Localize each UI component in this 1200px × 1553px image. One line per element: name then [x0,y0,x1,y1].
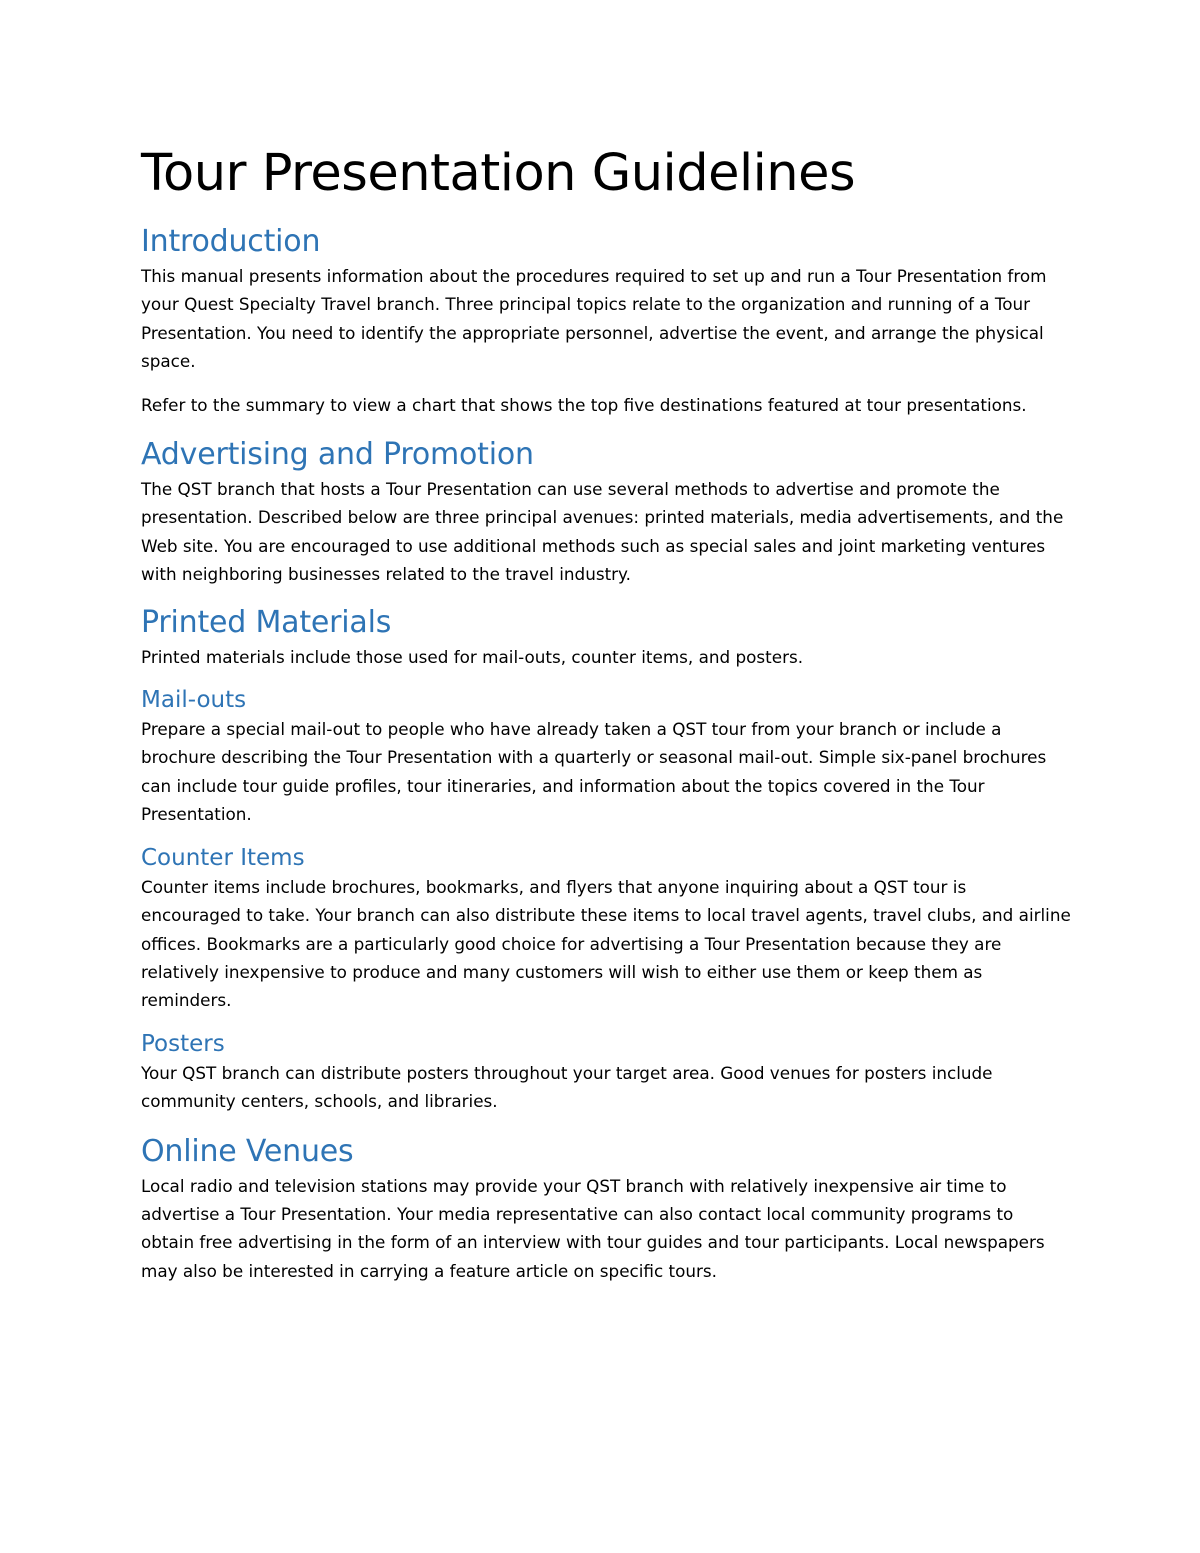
introduction-paragraph-1: This manual presents information about the procedures required to set up and run a Tour Presentation from your Quest Specialty Travel branch. Three principal topics relate to the organization and running of a Tour Presentation. You need to identify the appropriate personnel, advertise the event, and arrange the physical space. [141,266,1047,372]
mail-outs-paragraph: Prepare a special mail-out to people who have already taken a QST tour from your branch or include a brochure describing the Tour Presentation with a quarterly or seasonal mail-out. Simple six-panel brochures can include tour guide profiles, tour itineraries, and information about the topics covered in the Tour Presentation. [141,719,1047,825]
heading-introduction: Introduction [141,224,321,259]
heading-advertising-and-promotion: Advertising and Promotion [141,437,534,473]
posters-paragraph: Your QST branch can distribute posters throughout your target area. Good venues for posters include community centers, schools, and libraries. [141,1062,993,1112]
advertising-paragraph: The QST branch that hosts a Tour Presentation can use several methods to advertise and promote the presentation. Described below are three principal avenues: printed materials, media advertisements, and the Web site. You are encouraged to use additional methods such as special sales and joint marketing ventures with neighboring businesses related to the travel industry. [141,479,1064,585]
printed-materials-paragraph: Printed materials include those used for mail-outs, counter items, and posters. [141,646,804,667]
heading-counter-items: Counter Items [141,844,305,871]
heading-posters: Posters [141,1030,225,1057]
document-body [141,140,1071,1285]
heading-printed-materials: Printed Materials [141,604,392,640]
document-title: Tour Presentation Guidelines [141,144,856,203]
heading-online-venues: Online Venues [141,1133,354,1169]
online-venues-paragraph: Local radio and television stations may provide your QST branch with relatively inexpensive air time to advertise a Tour Presentation. Your media representative can also contact local community programs to obtain free advertising in the form of an interview with tour guides and tour participants. Local newspapers may also be interested in carrying a feature article on specific tours. [141,1175,1045,1281]
introduction-paragraph-2: Refer to the summary to view a chart that shows the top five destinations featured at tour presentations. [141,394,1027,415]
counter-items-paragraph: Counter items include brochures, bookmarks, and flyers that anyone inquiring about a QST tour is encouraged to take. Your branch can also distribute these items to local travel agents, travel clubs, and airline offices. Bookmarks are a particularly good choice for advertising a Tour Presentation because they are relatively inexpensive to produce and many customers will wish to either use them or keep them as reminders. [141,876,1071,1011]
heading-mail-outs: Mail-outs [141,687,247,714]
